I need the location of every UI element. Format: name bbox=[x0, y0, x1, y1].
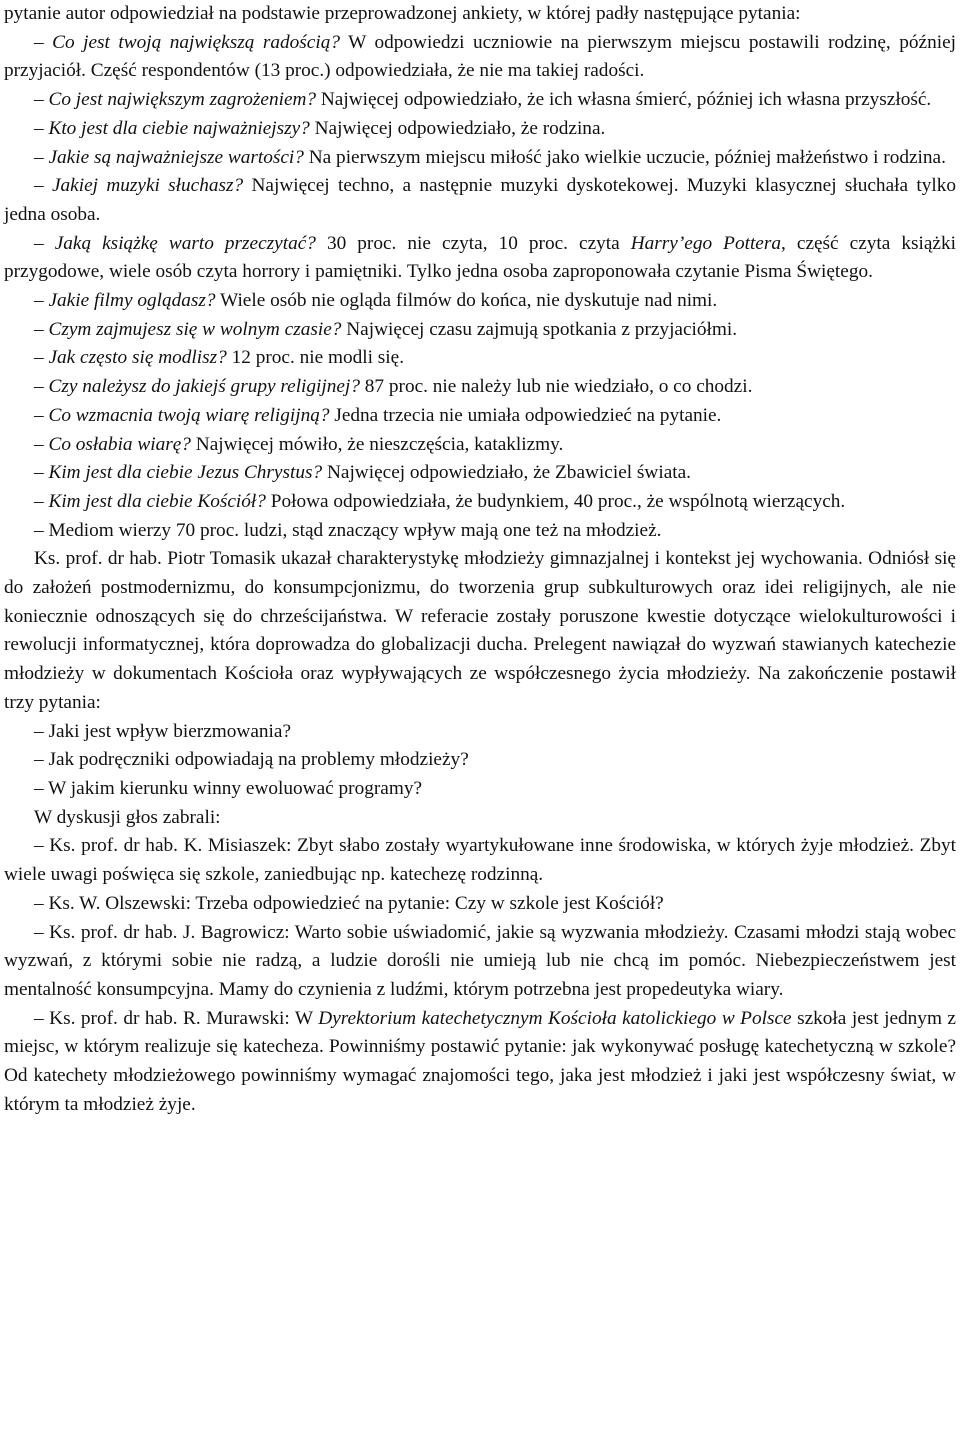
survey-item: – Czy należysz do jakiejś grupy religijnej? 87 proc. nie należy lub nie wiedziało, o co chodzi. bbox=[34, 376, 753, 398]
survey-item: – Jak często się modlisz? 12 proc. nie modli się. bbox=[34, 347, 405, 369]
survey-answer: Najwięcej odpowiedziało, że Zbawiciel świata. bbox=[322, 462, 692, 484]
survey-item: – Czym zajmujesz się w wolnym czasie? Najwięcej czasu zajmują spotkania z przyjaciółmi. bbox=[34, 318, 738, 340]
survey-question: Co wzmacnia twoją wiarę religijną? bbox=[48, 404, 330, 426]
survey-item: – Kim jest dla ciebie Jezus Chrystus? Najwięcej odpowiedziało, że Zbawiciel świata. bbox=[34, 462, 692, 484]
survey-answer: W odpowiedzi uczniowie na pierwszym miejscu postawili rodzinę, później przyjaciół. Część respondentów (13 proc.) odpowiedziała, że nie ma takiej radości. bbox=[4, 31, 956, 82]
survey-item: – Jakiej muzyki słuchasz? Najwięcej techno, a następnie muzyki dyskotekowej. Muzyki klasycznej słuchała tylko jedna osoba. bbox=[4, 175, 957, 225]
tomasik-paragraph: Ks. prof. dr hab. Piotr Tomasik ukazał charakterystykę młodzieży gimnazjalnej i kontekst jej wychowania. Odniósł się do założeń postmodernizmu, do konsumpcjonizmu, do tworzenia grup subkulturowych oraz idei religijnych, ale nie koniecznie odnoszących się do chrześcijaństwa. W referacie zostały poruszone kwestie dotyczące wielokulturowości i rewolucji informatycznej, która doprowadza do globalizacji ducha. Prelegent nawiązał do wyzwań stawianych katechezie młodzieży w dokumentach Kościoła oraz wypływających ze współczesnego życia młodzieży. Na zakończenie postawił trzy pytania: bbox=[4, 548, 956, 713]
survey-question: Kim jest dla ciebie Kościół? bbox=[48, 490, 266, 512]
survey-question: Co jest największym zagrożeniem? bbox=[48, 89, 317, 111]
survey-item: – Kim jest dla ciebie Kościół? Połowa odpowiedziała, że budynkiem, 40 proc., że wspólnotą wierzących. bbox=[34, 490, 846, 512]
survey-question: Czym zajmujesz się w wolnym czasie? bbox=[48, 318, 342, 340]
discussion-misiaszek: – Ks. prof. dr hab. K. Misiaszek: Zbyt słabo zostały wyartykułowane inne środowiska, w których żyje młodzież. Zbyt wiele uwagi poświęca się szkole, zaniedbując np. katechezę rodzinną. bbox=[4, 835, 956, 886]
murawski-body: szkoła jest jednym z miejsc, w którym realizuje się katecheza. Powinniśmy postawić pytanie: jak wykonywać posługę katechetyczną w szkole? Od katechety młodzieżowego powinniśmy wymagać znajomości tego, jaka jest młodzież i jaki jest współczesny świat, w którym ta młodzież żyje. bbox=[4, 1007, 956, 1115]
survey-item: – Co osłabia wiarę? Najwięcej mówiło, że nieszczęścia, kataklizmy. bbox=[34, 433, 564, 455]
survey-question: Kim jest dla ciebie Jezus Chrystus? bbox=[48, 462, 323, 484]
document-title: Dyrektorium katechetycznym Kościoła katolickiego w Polsce bbox=[318, 1007, 792, 1029]
question-item: – Jaki jest wpływ bierzmowania? bbox=[34, 720, 292, 742]
survey-question: Czy należysz do jakiejś grupy religijnej? bbox=[48, 376, 360, 398]
survey-answer: 30 proc. nie czyta, 10 proc. czyta bbox=[315, 232, 631, 254]
survey-item: – Kto jest dla ciebie najważniejszy? Najwięcej odpowiedziało, że rodzina. bbox=[34, 117, 606, 139]
survey-answer: Najwięcej odpowiedziało, że ich własna śmierć, później ich własna przyszłość. bbox=[316, 89, 932, 111]
survey-answer: , część czyta książki przygodowe, wiele osób czyta horrory i pamiętniki. Tylko jedna osoba zaproponowała czytanie Pisma Świętego. bbox=[4, 232, 956, 283]
survey-item: – Jakie są najważniejsze wartości? Na pierwszym miejscu miłość jako wielkie uczucie, później małżeństwo i rodzina. bbox=[34, 146, 946, 168]
survey-question: Jakie filmy oglądasz? bbox=[48, 290, 216, 312]
survey-answer: Na pierwszym miejscu miłość jako wielkie uczucie, później małżeństwo i rodzina. bbox=[303, 146, 946, 168]
survey-answer: 12 proc. nie modli się. bbox=[226, 347, 405, 369]
survey-answer: Najwięcej czasu zajmują spotkania z przyjaciółmi. bbox=[341, 318, 738, 340]
survey-answer: Wiele osób nie ogląda filmów do końca, nie dyskutuje nad nimi. bbox=[215, 290, 718, 312]
discussion-olszewski: – Ks. W. Olszewski: Trzeba odpowiedzieć na pytanie: Czy w szkole jest Kościół? bbox=[34, 892, 664, 914]
survey-answer: 87 proc. nie należy lub nie wiedziało, o co chodzi. bbox=[359, 376, 753, 398]
document-page bbox=[4, 0, 956, 1119]
survey-question: Jaką książkę warto przeczytać? bbox=[54, 232, 316, 254]
survey-question: Co jest twoją największą radością? bbox=[52, 31, 340, 53]
intro-paragraph: pytanie autor odpowiedział na podstawie przeprowadzonej ankiety, w której padły następujące pytania: bbox=[4, 3, 801, 24]
discussion-intro: W dyskusji głos zabrali: bbox=[34, 806, 221, 828]
survey-item: – Jakie filmy oglądasz? Wiele osób nie ogląda filmów do końca, nie dyskutuje nad nimi. bbox=[34, 290, 718, 312]
media-paragraph: – Mediom wierzy 70 proc. ludzi, stąd znaczący wpływ mają one też na młodzież. bbox=[34, 519, 662, 541]
question-item: – W jakim kierunku winny ewoluować programy? bbox=[34, 777, 423, 799]
survey-answer: Najwięcej odpowiedziało, że rodzina. bbox=[309, 117, 606, 139]
survey-answer: Najwięcej techno, a następnie muzyki dyskotekowej. Muzyki klasycznej słuchała tylko jedna osoba. bbox=[4, 175, 957, 225]
question-item: – Jak podręczniki odpowiadają na problemy młodzieży? bbox=[34, 749, 469, 771]
survey-item: – Jaką książkę warto przeczytać? 30 proc. nie czyta, 10 proc. czyta Harry’ego Pottera, część czyta książki przygodowe, wiele osób czyta horrory i pamiętniki. Tylko jedna osoba zaproponowała czytanie Pisma Świętego. bbox=[4, 232, 956, 283]
survey-item: – Co jest twoją największą radością? W odpowiedzi uczniowie na pierwszym miejscu postawili rodzinę, później przyjaciół. Część respondentów (13 proc.) odpowiedziała, że nie ma takiej radości. bbox=[4, 31, 956, 82]
survey-question: Kto jest dla ciebie najważniejszy? bbox=[48, 117, 310, 139]
survey-item: – Co wzmacnia twoją wiarę religijną? Jedna trzecia nie umiała odpowiedzieć na pytanie. bbox=[34, 404, 722, 426]
survey-question: Jakie są najważniejsze wartości? bbox=[48, 146, 304, 168]
survey-answer: Jedna trzecia nie umiała odpowiedzieć na pytanie. bbox=[329, 404, 722, 426]
survey-answer: Połowa odpowiedziała, że budynkiem, 40 proc., że wspólnotą wierzących. bbox=[265, 490, 846, 512]
survey-question: Jakiej muzyki słuchasz? bbox=[51, 175, 244, 197]
survey-question: Jak często się modlisz? bbox=[48, 347, 227, 369]
murawski-intro: – Ks. prof. dr hab. R. Murawski: W bbox=[34, 1007, 319, 1029]
discussion-bagrowicz: – Ks. prof. dr hab. J. Bagrowicz: Warto sobie uświadomić, jakie są wyzwania młodzieży. Czasami młodzi stają wobec wyzwań, z którymi sobie nie radzą, a ludzie dorośli nie umieją lub nie chcą im pomóc. Niebezpieczeństwem jest mentalność konsumpcyjna. Mamy do czynienia z ludźmi, którym potrzebna jest propedeutyka wiary. bbox=[4, 921, 956, 1000]
survey-item: – Co jest największym zagrożeniem? Najwięcej odpowiedziało, że ich własna śmierć, później ich własna przyszłość. bbox=[34, 89, 932, 111]
survey-question: Co osłabia wiarę? bbox=[48, 433, 191, 455]
discussion-murawski bbox=[4, 1005, 956, 1120]
book-title: Harry’ego Pottera bbox=[630, 232, 782, 254]
survey-answer: Najwięcej mówiło, że nieszczęścia, kataklizmy. bbox=[190, 433, 564, 455]
